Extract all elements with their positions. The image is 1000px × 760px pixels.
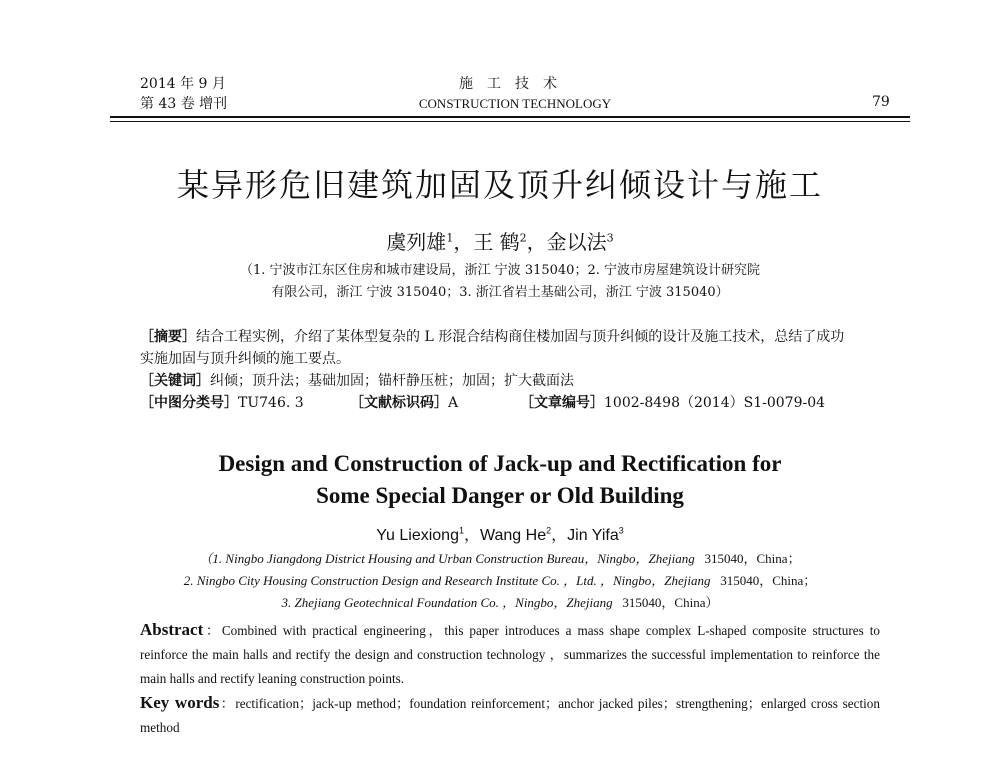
clc-label: ［中图分类号］ bbox=[140, 395, 238, 411]
issue-volume: 第 43 卷 增刊 bbox=[140, 96, 228, 112]
keywords-cn-label: ［关键词］ bbox=[140, 373, 210, 389]
affiliation-en-line-3 bbox=[120, 592, 880, 614]
affiliation-en-line-2 bbox=[120, 570, 880, 592]
abstract-cn bbox=[140, 326, 890, 370]
clc-code bbox=[140, 392, 350, 414]
authors-cn: 虞列雄$^1$，王 鹤$^2$，金以法$^3$ bbox=[386, 230, 614, 254]
doc-code bbox=[350, 392, 520, 414]
doc-label: ［文献标识码］ bbox=[350, 395, 448, 411]
authors-en: Yu Liexiong$^1$，Wang He$^2$，Jin Yifa$^3$ bbox=[376, 525, 624, 544]
issue-date: 2014 年 9 月 bbox=[140, 76, 226, 92]
paper-title-en bbox=[80, 448, 920, 512]
abstract-cn-block bbox=[140, 326, 890, 414]
journal-name bbox=[350, 74, 680, 114]
affiliation-cn-line-1: （1. 宁波市江东区住房和城市建设局，浙江 宁波 315040；2. 宁波市房屋建筑设计研究院 bbox=[240, 263, 760, 278]
article-label: ［文章编号］ bbox=[520, 395, 604, 411]
classification-row bbox=[140, 392, 890, 414]
affiliations-cn bbox=[120, 260, 880, 304]
abstract-en-text: ：Combined with practical engineering，this paper introduces a mass shape complex L-shaped composite structures to reinforce the main halls and rectify the design and construction technology ，summarizes the successful implementation to reinforce the main halls and rectify leaning construction points. bbox=[140, 623, 880, 686]
author-3-cn: 金以法 bbox=[546, 230, 607, 254]
header-rule-thick bbox=[110, 116, 910, 118]
paper-title-cn: 某异形危旧建筑加固及顶升纠倾设计与施工 bbox=[176, 166, 823, 204]
article-number bbox=[520, 392, 825, 414]
author-2-cn-sup: 2 bbox=[519, 231, 527, 245]
keywords-cn-text: 纠倾；顶升法；基础加固；锚杆静压桩；加固；扩大截面法 bbox=[210, 373, 574, 389]
affiliations-en bbox=[120, 548, 880, 614]
author-1-cn: 虞列雄 bbox=[386, 230, 447, 254]
affiliation-cn-line-2: 有限公司，浙江 宁波 315040；3. 浙江省岩土基础公司，浙江 宁波 315040） bbox=[271, 285, 729, 300]
abstract-cn-line-2: 实施加固与顶升纠倾的施工要点。 bbox=[140, 351, 350, 367]
doc-value: A bbox=[448, 395, 459, 411]
page-number: 79 bbox=[872, 94, 890, 110]
author-3-en-sup: 3 bbox=[618, 525, 624, 536]
affiliation-en-1-code: 315040，China； bbox=[704, 551, 801, 566]
keywords-en-text: ：rectification；jack-up method；foundation reinforcement；anchor jacked piles；strengthening；enlarged cross section method bbox=[140, 696, 880, 735]
author-3-en: Jin Yifa bbox=[567, 527, 619, 544]
clc-value: TU746. 3 bbox=[238, 395, 304, 411]
author-2-cn: 王 鹤 bbox=[473, 230, 520, 254]
journal-name-cn: 施工技术 bbox=[459, 76, 571, 92]
affiliation-en-line-1 bbox=[120, 548, 880, 570]
author-1-cn-sup: 1 bbox=[446, 231, 454, 245]
abstract-en-block bbox=[140, 618, 880, 740]
author-1-en: Yu Liexiong bbox=[376, 527, 459, 544]
abstract-cn-label: ［摘要］ bbox=[140, 329, 196, 345]
affiliation-en-3-code: 315040，China） bbox=[622, 595, 719, 610]
keywords-cn bbox=[140, 370, 890, 392]
issue-info bbox=[140, 74, 227, 114]
header-rule-thin bbox=[110, 121, 910, 122]
paper-title-en-line-1: Design and Construction of Jack-up and Rectification for bbox=[218, 451, 782, 476]
abstract-en-label: Abstract bbox=[140, 620, 204, 639]
abstract-cn-line-1: 结合工程实例，介绍了某体型复杂的 L 形混合结构商住楼加固与顶升纠倾的设计及施工技术，总结了成功 bbox=[196, 329, 845, 345]
abstract-en bbox=[140, 618, 880, 691]
affiliation-en-2-text: 2. Ningbo City Housing Construction Design and Research Institute Co. ，Ltd. ，Ningbo，Zhejiang bbox=[183, 573, 711, 588]
affiliation-en-1-text: （1. Ningbo Jiangdong District Housing and Urban Construction Bureau，Ningbo，Zhejiang bbox=[199, 551, 695, 566]
affiliation-en-3-text: 3. Zhejiang Geotechnical Foundation Co. ，Ningbo，Zhejiang bbox=[281, 595, 613, 610]
paper-title-en-line-2: Some Special Danger or Old Building bbox=[316, 483, 684, 508]
author-2-en-sup: 2 bbox=[546, 525, 552, 536]
author-2-en: Wang He bbox=[480, 527, 547, 544]
author-3-cn-sup: 3 bbox=[606, 231, 614, 245]
article-value: 1002-8498（2014）S1-0079-04 bbox=[604, 395, 826, 411]
author-1-en-sup: 1 bbox=[458, 525, 464, 536]
affiliation-en-2-code: 315040，China； bbox=[720, 573, 817, 588]
journal-name-en: CONSTRUCTION TECHNOLOGY bbox=[418, 96, 612, 111]
keywords-en-label: Key words bbox=[140, 693, 220, 712]
keywords-en bbox=[140, 691, 880, 740]
